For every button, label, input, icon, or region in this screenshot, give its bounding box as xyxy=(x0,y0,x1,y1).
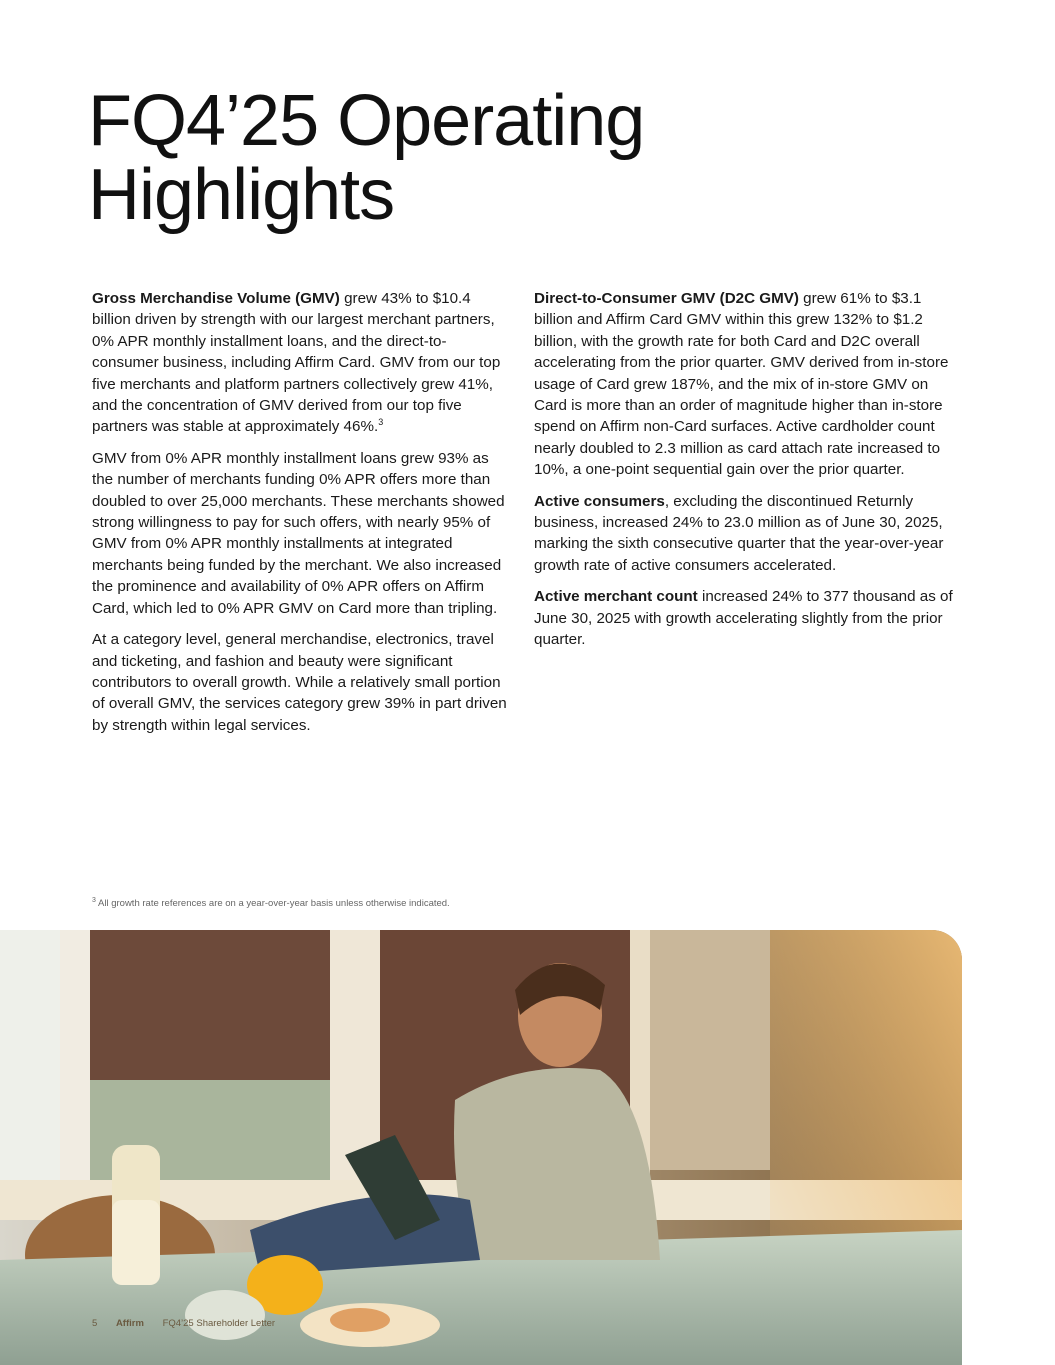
left-column xyxy=(92,288,512,746)
d2c-text: grew 61% to $3.1 billion and Affirm Card GMV within this grew 132% to $1.2 billion, with the growth rate for both Card and D2C overall accelerating from the prior quarter. GMV derived from in-store usage of Card grew 187%, and the mix of in-store GMV on Card is more than an order of magnitude higher than in-store spend on Affirm non-Card surfaces. Active cardholder count nearly doubled to 2.3 million as card attach rate increased to 10%, a one-point sequential gain over the prior quarter. xyxy=(534,290,949,479)
category-paragraph: At a category level, general merchandise, electronics, travel and ticketing, and fashion and beauty were significant contributors to overall growth. While a relatively small portion of overall GMV, the services category grew 39% in part driven by strength within legal services. xyxy=(92,631,507,734)
page-title xyxy=(88,81,848,235)
page-footer xyxy=(92,1318,275,1329)
gmv-paragraph xyxy=(92,288,512,438)
right-column xyxy=(534,288,962,661)
hero-photo xyxy=(0,930,962,1365)
footnote-number: 3 xyxy=(92,897,96,904)
active-consumers-heading: Active consumers xyxy=(534,492,665,510)
photo-illustration xyxy=(0,930,962,1365)
footer-separator-2 xyxy=(152,1318,155,1329)
merchant-count-heading: Active merchant count xyxy=(534,588,698,606)
footnote-ref: 3 xyxy=(378,417,384,428)
page-number: 5 xyxy=(92,1318,98,1329)
title-line-1: FQ4’25 Operating xyxy=(88,81,645,161)
merchant-count-paragraph xyxy=(534,586,962,650)
d2c-paragraph xyxy=(534,288,962,481)
merchant-count-text: increased 24% to 377 thousand as of June 30, 2025 with growth accelerating slightly from the prior quarter. xyxy=(534,588,953,649)
document-name: FQ4’25 Shareholder Letter xyxy=(162,1318,276,1329)
footnote xyxy=(92,897,450,909)
gmv-text: grew 43% to $10.4 billion driven by strength with our largest merchant partners, 0% APR monthly installment loans, and the direct-to-consumer business, including Affirm Card. GMV from our top five merchants and platform partners collectively grew 41%, and the concentration of GMV derived from our top five partners was stable at approximately 46%. xyxy=(92,290,501,436)
footer-separator xyxy=(105,1318,108,1329)
gmv-heading: Gross Merchandise Volume (GMV) xyxy=(92,290,340,307)
brand-name: Affirm xyxy=(115,1318,144,1329)
apr-paragraph: GMV from 0% APR monthly installment loans grew 93% as the number of merchants funding 0% APR offers more than doubled to over 25,000 merchants. These merchants showed strong willingness to pay for such offers, with nearly 95% of GMV from 0% APR monthly installments at integrated merchants being funded by the merchant. We also increased the prominence and availability of 0% APR offers on Affirm Card, which led to 0% APR GMV on Card more than tripling. xyxy=(92,449,505,617)
title-line-2: Highlights xyxy=(88,155,395,235)
active-consumers-paragraph xyxy=(534,491,962,577)
d2c-heading: Direct-to-Consumer GMV (D2C GMV) xyxy=(534,290,799,307)
active-consumers-text: , excluding the discontinued Returnly business, increased 24% to 23.0 million as of June 30, 2025, marking the sixth consecutive quarter that the year-over-year growth rate of active consumers accelerated. xyxy=(534,492,944,574)
footnote-text: All growth rate references are on a year-over-year basis unless otherwise indicated. xyxy=(95,898,450,910)
